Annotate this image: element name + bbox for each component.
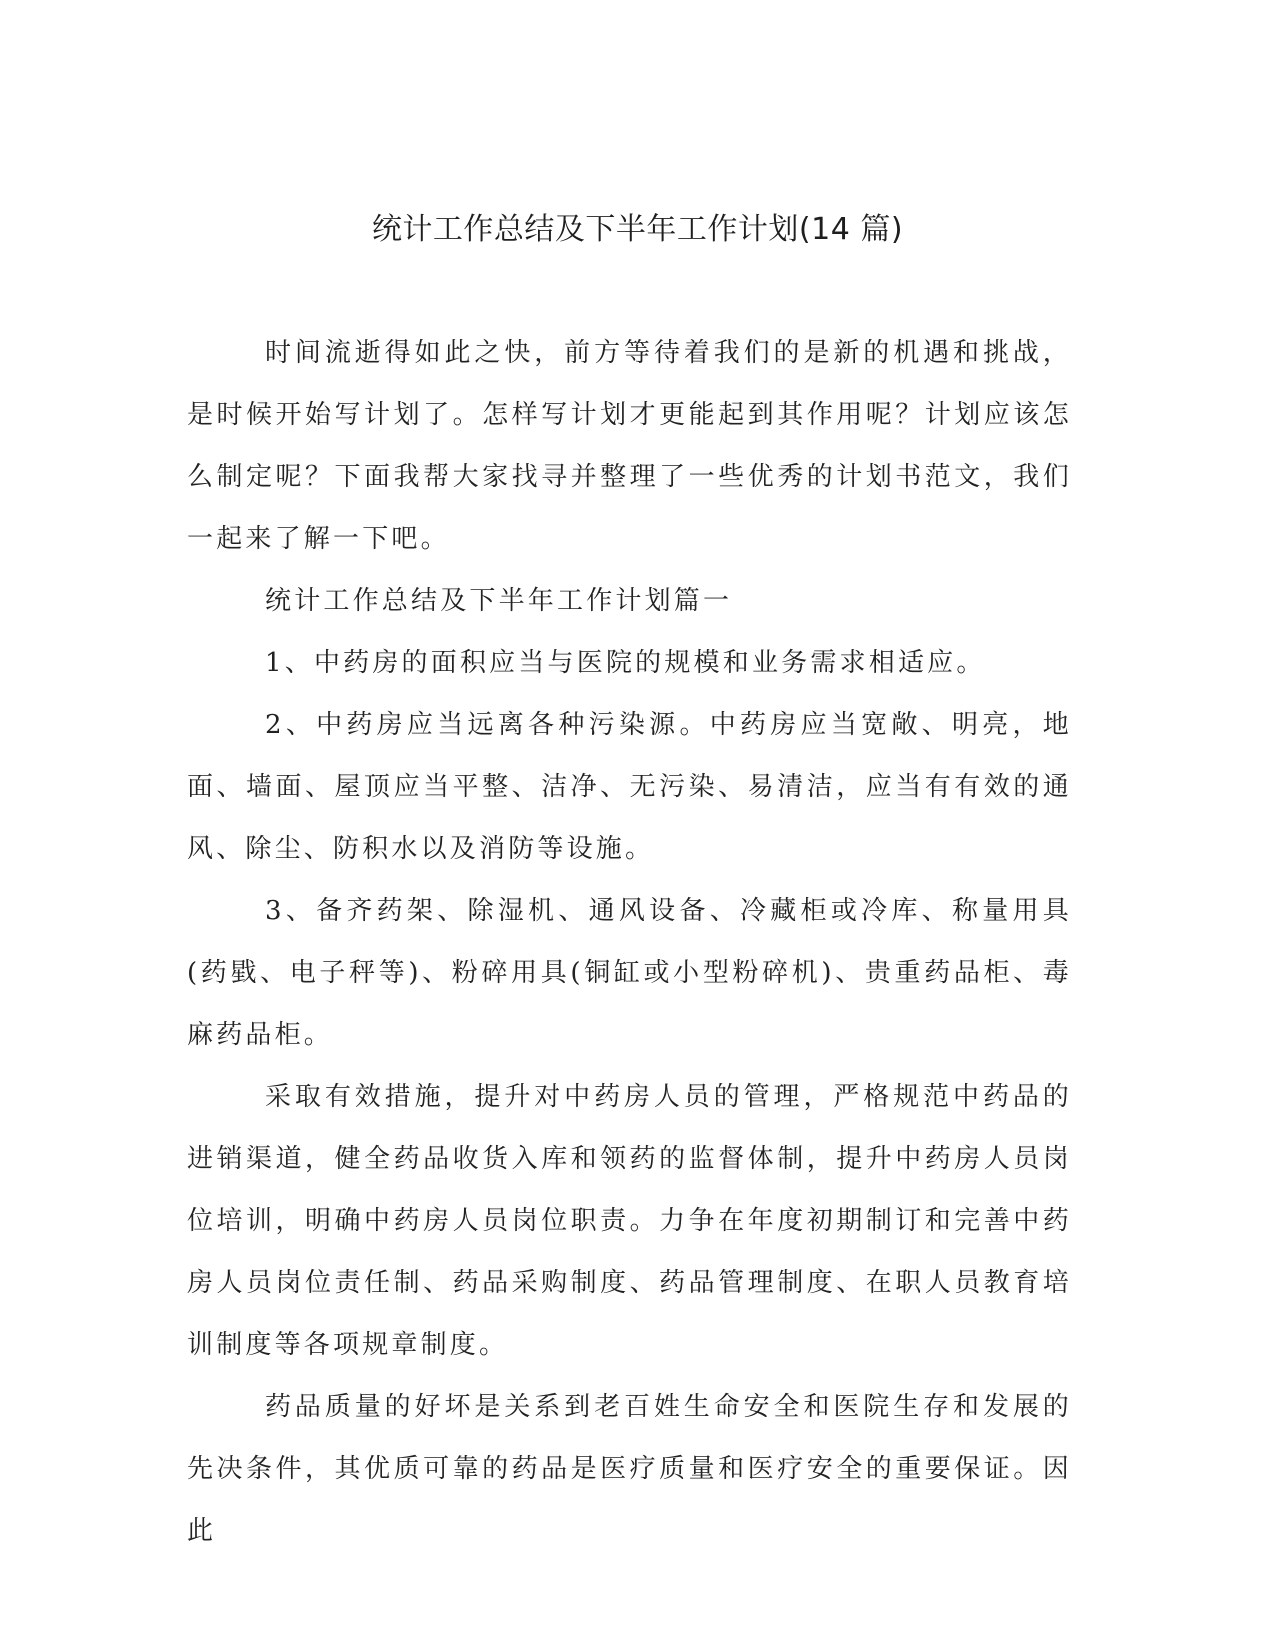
- quality-paragraph: 药品质量的好坏是关系到老百姓生命安全和医院生存和发展的先决条件，其优质可靠的药品是医疗质量和医疗安全的重要保证。因此: [187, 1392, 1072, 1546]
- intro-paragraph: 时间流逝得如此之快，前方等待着我们的是新的机遇和挑战，是时候开始写计划了。怎样写计划才更能起到其作用呢？计划应该怎么制定呢？下面我帮大家找寻并整理了一些优秀的计划书范文，我们一起来了解一下吧。: [187, 338, 1072, 554]
- list-item-1: 1、中药房的面积应当与医院的规模和业务需求相适应。: [265, 648, 986, 678]
- document-body: [187, 322, 1072, 1562]
- section-heading: 统计工作总结及下半年工作计划篇一: [265, 586, 733, 616]
- list-item-2: 2、中药房应当远离各种污染源。中药房应当宽敞、明亮，地面、墙面、屋顶应当平整、洁净、无污染、易清洁，应当有有效的通风、除尘、防积水以及消防等设施。: [187, 710, 1072, 864]
- management-paragraph: 采取有效措施，提升对中药房人员的管理，严格规范中药品的进销渠道，健全药品收货入库和领药的监督体制，提升中药房人员岗位培训，明确中药房人员岗位职责。力争在年度初期制订和完善中药房人员岗位责任制、药品采购制度、药品管理制度、在职人员教育培训制度等各项规章制度。: [187, 1082, 1072, 1360]
- document-title: 统计工作总结及下半年工作计划(14 篇): [371, 212, 904, 247]
- list-item-3: 3、备齐药架、除湿机、通风设备、冷藏柜或冷库、称量用具(药戥、电子秤等)、粉碎用具(铜缸或小型粉碎机)、贵重药品柜、毒麻药品柜。: [187, 896, 1072, 1050]
